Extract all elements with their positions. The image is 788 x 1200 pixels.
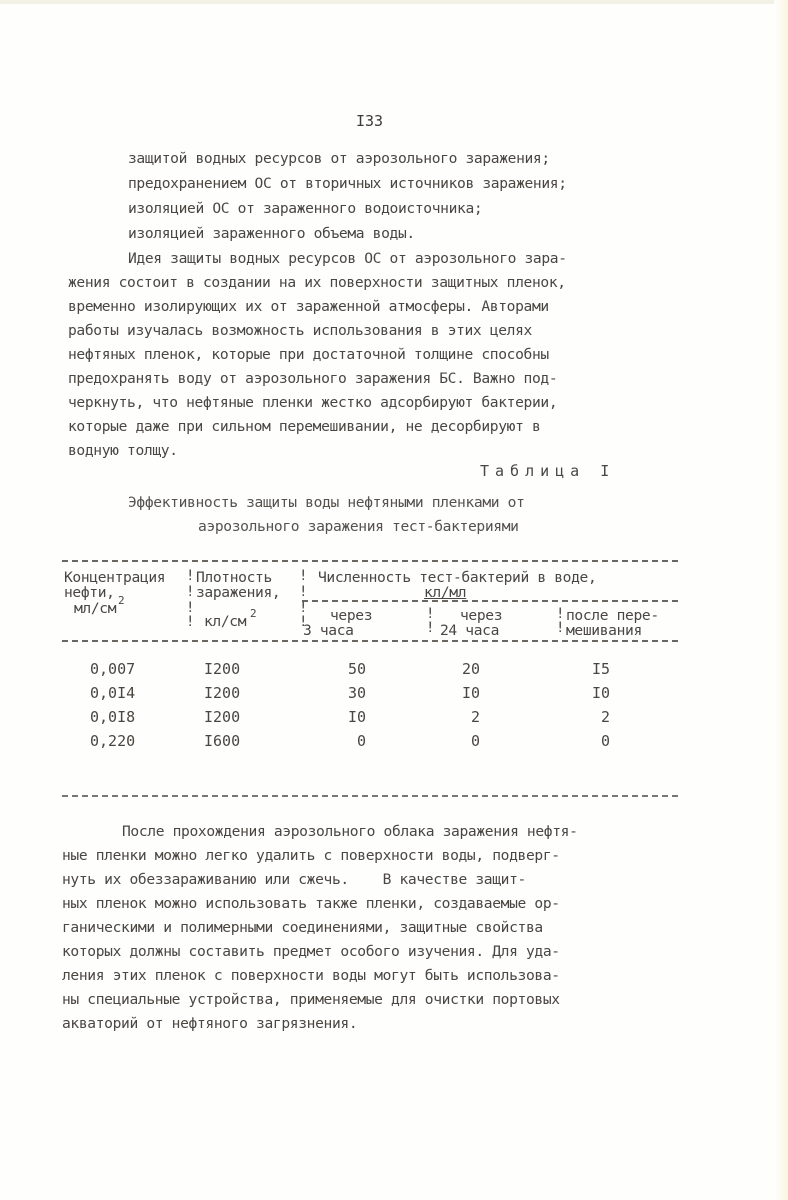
header-24h-line2: 24 часа [440, 622, 500, 639]
paragraph-line: водную толщу. [68, 442, 178, 459]
column-separator: ! [556, 606, 565, 622]
cell-after-mixing: I5 [591, 660, 610, 678]
cell-concentration: 0,0I8 [90, 708, 136, 726]
column-separator: ! [186, 584, 195, 600]
paragraph-line: Идея защиты водных ресурсов ОС от аэрозольного зара- [128, 250, 567, 267]
column-separator: ! [299, 614, 308, 630]
paragraph-line: жения состоит в создании на их поверхности защитных пленок, [68, 274, 566, 291]
page-top-edge [0, 0, 788, 4]
cell-3h: 0 [356, 732, 366, 750]
column-separator: ! [299, 568, 308, 584]
paragraph-line: нефтяных пленок, которые при достаточной толщине способны [68, 346, 549, 363]
header-bacteria-count: Численность тест-бактерий в воде, [318, 569, 597, 586]
header-density-sup: 2 [250, 607, 257, 620]
paragraph-line: ганическими и полимерными соединениями, защитные свойства [62, 919, 543, 936]
list-item: изоляцией ОС от зараженного водоисточника; [128, 200, 483, 217]
paragraph-line: которых должны составить предмет особого изучения. Для уда- [62, 943, 560, 960]
paragraph-line: ления этих пленок с поверхности воды могут быть использова- [62, 967, 560, 984]
list-item: предохранением ОС от вторичных источников заражения; [128, 175, 567, 192]
header-bottom-rule [62, 640, 678, 642]
cell-after-mixing: 2 [600, 708, 610, 726]
header-after-mixing-line1: после пере- [566, 607, 659, 624]
paragraph-line: временно изолирующих их от зараженной атмосферы. Авторами [68, 298, 549, 315]
paragraph-line: черкнуть, что нефтяные пленки жестко адсорбируют бактерии, [68, 394, 558, 411]
column-separator: ! [556, 620, 565, 636]
table-caption-line1: Эффективность защиты воды нефтяными пленками от [128, 494, 525, 511]
paragraph-line: акваторий от нефтяного загрязнения. [62, 1015, 358, 1032]
column-separator: ! [186, 600, 195, 616]
column-separator: ! [186, 614, 195, 630]
header-density-line2: заражения, [196, 584, 281, 601]
header-density: Плотность [196, 569, 272, 586]
page-right-edge [774, 0, 788, 1200]
column-separator: ! [299, 600, 308, 616]
cell-24h: 2 [470, 708, 480, 726]
header-24h-line1: через [460, 607, 503, 624]
table-bottom-rule [62, 795, 678, 797]
cell-concentration: 0,220 [90, 732, 136, 750]
paragraph-line: предохранять воду от аэрозольного заражения БС. Важно под- [68, 370, 558, 387]
list-item: изоляцией зараженного объема воды. [128, 225, 415, 242]
paragraph-line: ны специальные устройства, применяемые для очистки портовых [62, 991, 560, 1008]
header-density-unit: кл/см [204, 613, 247, 630]
table-top-rule [62, 560, 678, 562]
header-concentration-sup: 2 [118, 594, 125, 607]
header-concentration-line2: нефти, [64, 584, 115, 601]
paragraph-line: ные пленки можно легко удалить с поверхности воды, подверг- [62, 847, 560, 864]
header-3h-line1: через [330, 607, 373, 624]
subheader-rule [302, 600, 678, 602]
cell-density: I600 [204, 732, 241, 750]
paragraph-line: работы изучалась возможность использования в этих целях [68, 322, 532, 339]
header-concentration: Концентрация [64, 569, 166, 586]
cell-after-mixing: 0 [600, 732, 610, 750]
cell-24h: 20 [461, 660, 480, 678]
cell-3h: 50 [347, 660, 366, 678]
list-item: защитой водных ресурсов от аэрозольного заражения; [128, 150, 550, 167]
paragraph-line: которые даже при сильном перемешивании, не десорбируют в [68, 418, 541, 435]
table-label: Таблица I [480, 462, 616, 480]
header-bacteria-unit: кл/мл [424, 584, 467, 601]
paragraph-line: нуть их обеззараживанию или сжечь. В качестве защит- [62, 871, 526, 888]
cell-density: I200 [204, 684, 241, 702]
column-separator: ! [299, 584, 308, 600]
header-3h-line2: 3 часа [303, 622, 354, 639]
cell-concentration: 0,007 [90, 660, 136, 678]
cell-24h: I0 [461, 684, 480, 702]
cell-3h: I0 [347, 708, 366, 726]
cell-3h: 30 [347, 684, 366, 702]
cell-density: I200 [204, 660, 241, 678]
cell-after-mixing: I0 [591, 684, 610, 702]
paragraph-line: После прохождения аэрозольного облака заражения нефтя- [122, 823, 578, 840]
table-caption-line2: аэрозольного заражения тест-бактериями [198, 518, 519, 535]
column-separator: ! [186, 568, 195, 584]
column-separator: ! [426, 606, 435, 622]
cell-density: I200 [204, 708, 241, 726]
cell-concentration: 0,0I4 [90, 684, 136, 702]
paragraph-line: ных пленок можно использовать также пленки, создаваемые ор- [62, 895, 560, 912]
header-after-mixing-line2: мешивания [566, 622, 642, 639]
page-number: I33 [356, 112, 384, 130]
cell-24h: 0 [470, 732, 480, 750]
column-separator: ! [426, 620, 435, 636]
header-concentration-unit: мл/см [74, 600, 117, 617]
